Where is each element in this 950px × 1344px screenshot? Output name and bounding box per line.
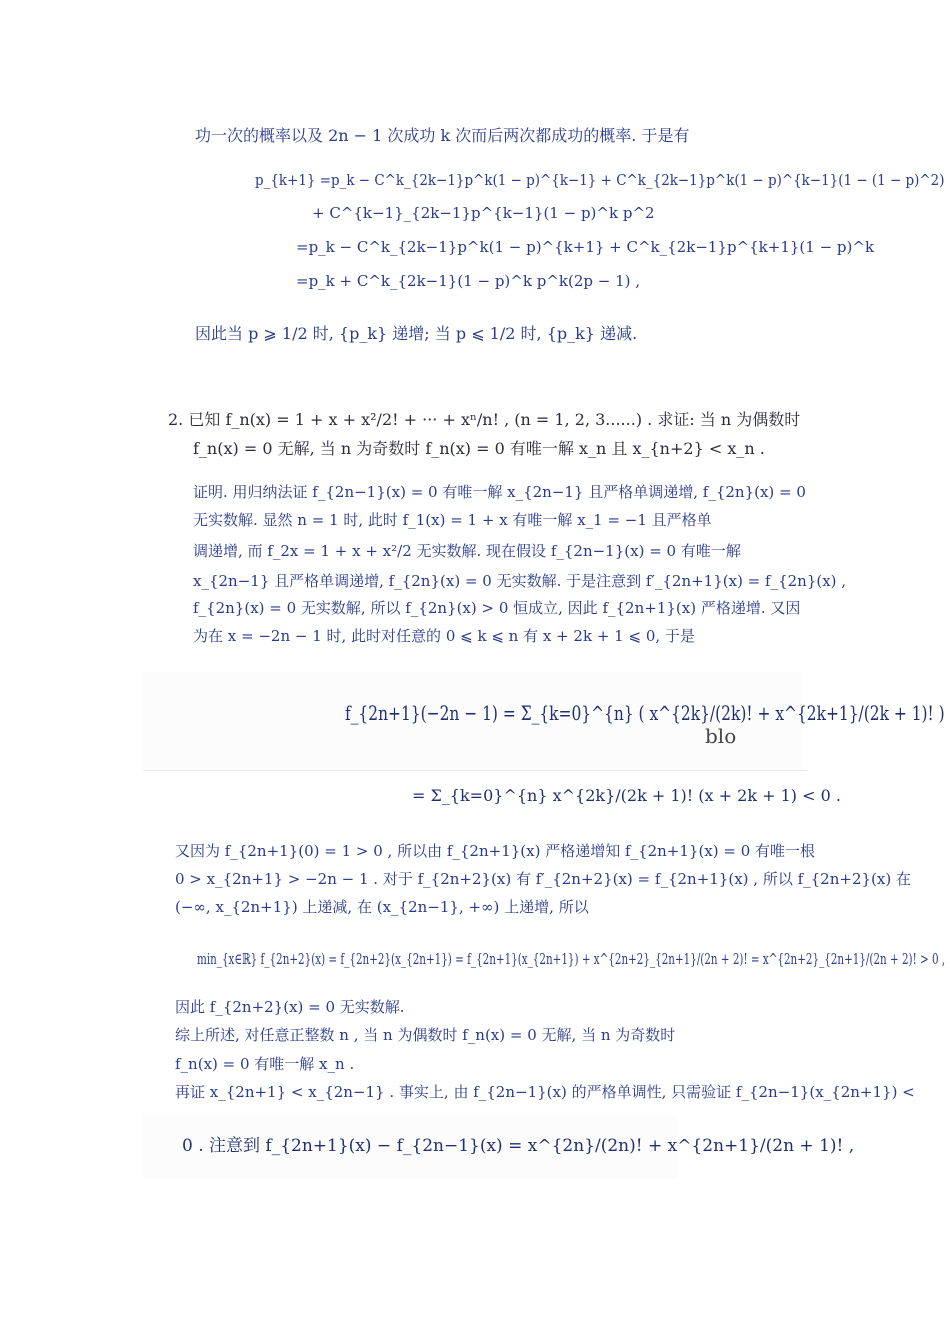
equation-line-1: p_{k+1} =p_k − C^k_{2k−1}p^k(1 − p)^{k−1} + C^k_{2k−1}p^k(1 − p)^{k−1}(1 − (1 − p)^2) <box>255 171 945 189</box>
final-formula: 0 . 注意到 f_{2n+1}(x) − f_{2n−1}(x) = x^{2n}/(2n)! + x^{2n+1}/(2n + 1)! , <box>182 1136 855 1156</box>
equation-line-3: =p_k − C^k_{2k−1}p^k(1 − p)^{k+1} + C^k_{2k−1}p^{k+1}(1 − p)^k <box>296 238 875 256</box>
proof-line-4: x_{2n−1} 且严格单调递增, f_{2n}(x) = 0 无实数解. 于是注意到 f′_{2n+1}(x) = f_{2n}(x) , <box>193 572 847 590</box>
equation-line-4: =p_k + C^k_{2k−1}(1 − p)^k p^k(2p − 1) , <box>296 272 641 290</box>
part3-line-5: 综上所述, 对任意正整数 n , 当 n 为偶数时 f_n(x) = 0 无解, 当 n 为奇数时 <box>175 1026 676 1044</box>
intro-text: 功一次的概率以及 2n − 1 次成功 k 次而后两次都成功的概率. 于是有 <box>195 126 690 145</box>
conclusion-text: 因此当 p ⩾ 1/2 时, {p_k} 递增; 当 p ⩽ 1/2 时, {p_k} 递减. <box>195 324 638 343</box>
proof-line-2: 无实数解. 显然 n = 1 时, 此时 f_1(x) = 1 + x 有唯一解 x_1 = −1 且严格单 <box>193 511 712 529</box>
proof-line-3: 调递增, 而 f_2x = 1 + x + x²/2 无实数解. 现在假设 f_{2n−1}(x) = 0 有唯一解 <box>193 542 741 560</box>
part3-line-3: (−∞, x_{2n+1}) 上递减, 在 (x_{2n−1}, +∞) 上递增, 所以 <box>175 898 589 916</box>
equation-line-2: + C^{k−1}_{2k−1}p^{k−1}(1 − p)^k p^2 <box>312 204 655 222</box>
proof-line-1: 证明. 用归纳法证 f_{2n−1}(x) = 0 有唯一解 x_{2n−1} 且严格单调递增, f_{2n}(x) = 0 <box>193 483 806 501</box>
display-formula-1: f_{2n+1}(−2n − 1) = Σ_{k=0}^{n} ( x^{2k}/(2k)! + x^{2k+1}/(2k + 1)! ) <box>345 701 945 725</box>
min-formula: min_{x∈ℝ} f_{2n+2}(x) = f_{2n+2}(x_{2n+1}) = f_{2n+1}(x_{2n+1}) + x^{2n+2}_{2n+1}/(2n + 2)! = x^{2n+2}_{2n+1}/(2n + 2)! > 0 , <box>197 950 946 968</box>
watermark-fragment: blo <box>705 724 737 748</box>
proof-line-6: 为在 x = −2n − 1 时, 此时对任意的 0 ⩽ k ⩽ n 有 x + 2k + 1 ⩽ 0, 于是 <box>193 627 695 645</box>
part3-line-1: 又因为 f_{2n+1}(0) = 1 > 0 , 所以由 f_{2n+1}(x) 严格递增知 f_{2n+1}(x) = 0 有唯一根 <box>175 842 816 860</box>
part3-line-4: 因此 f_{2n+2}(x) = 0 无实数解. <box>175 998 405 1016</box>
proof-line-5: f_{2n}(x) = 0 无实数解, 所以 f_{2n}(x) > 0 恒成立, 因此 f_{2n+1}(x) 严格递增. 又因 <box>193 599 801 617</box>
part3-line-2: 0 > x_{2n+1} > −2n − 1 . 对于 f_{2n+2}(x) 有 f′_{2n+2}(x) = f_{2n+1}(x) , 所以 f_{2n+2}(x) 在 <box>175 870 911 888</box>
part3-line-6: f_n(x) = 0 有唯一解 x_n . <box>175 1055 355 1073</box>
divider <box>143 770 808 771</box>
display-formula-2: = Σ_{k=0}^{n} x^{2k}/(2k + 1)! (x + 2k + 1) < 0 . <box>412 786 841 805</box>
problem-line-1: 2. 已知 f_n(x) = 1 + x + x²/2! + ··· + xⁿ/n! , (n = 1, 2, 3......) . 求证: 当 n 为偶数时 <box>168 410 801 429</box>
problem-line-2: f_n(x) = 0 无解, 当 n 为奇数时 f_n(x) = 0 有唯一解 x_n 且 x_{n+2} < x_n . <box>193 439 765 458</box>
part3-line-7: 再证 x_{2n+1} < x_{2n−1} . 事实上, 由 f_{2n−1}(x) 的严格单调性, 只需验证 f_{2n−1}(x_{2n+1}) < <box>175 1083 915 1101</box>
